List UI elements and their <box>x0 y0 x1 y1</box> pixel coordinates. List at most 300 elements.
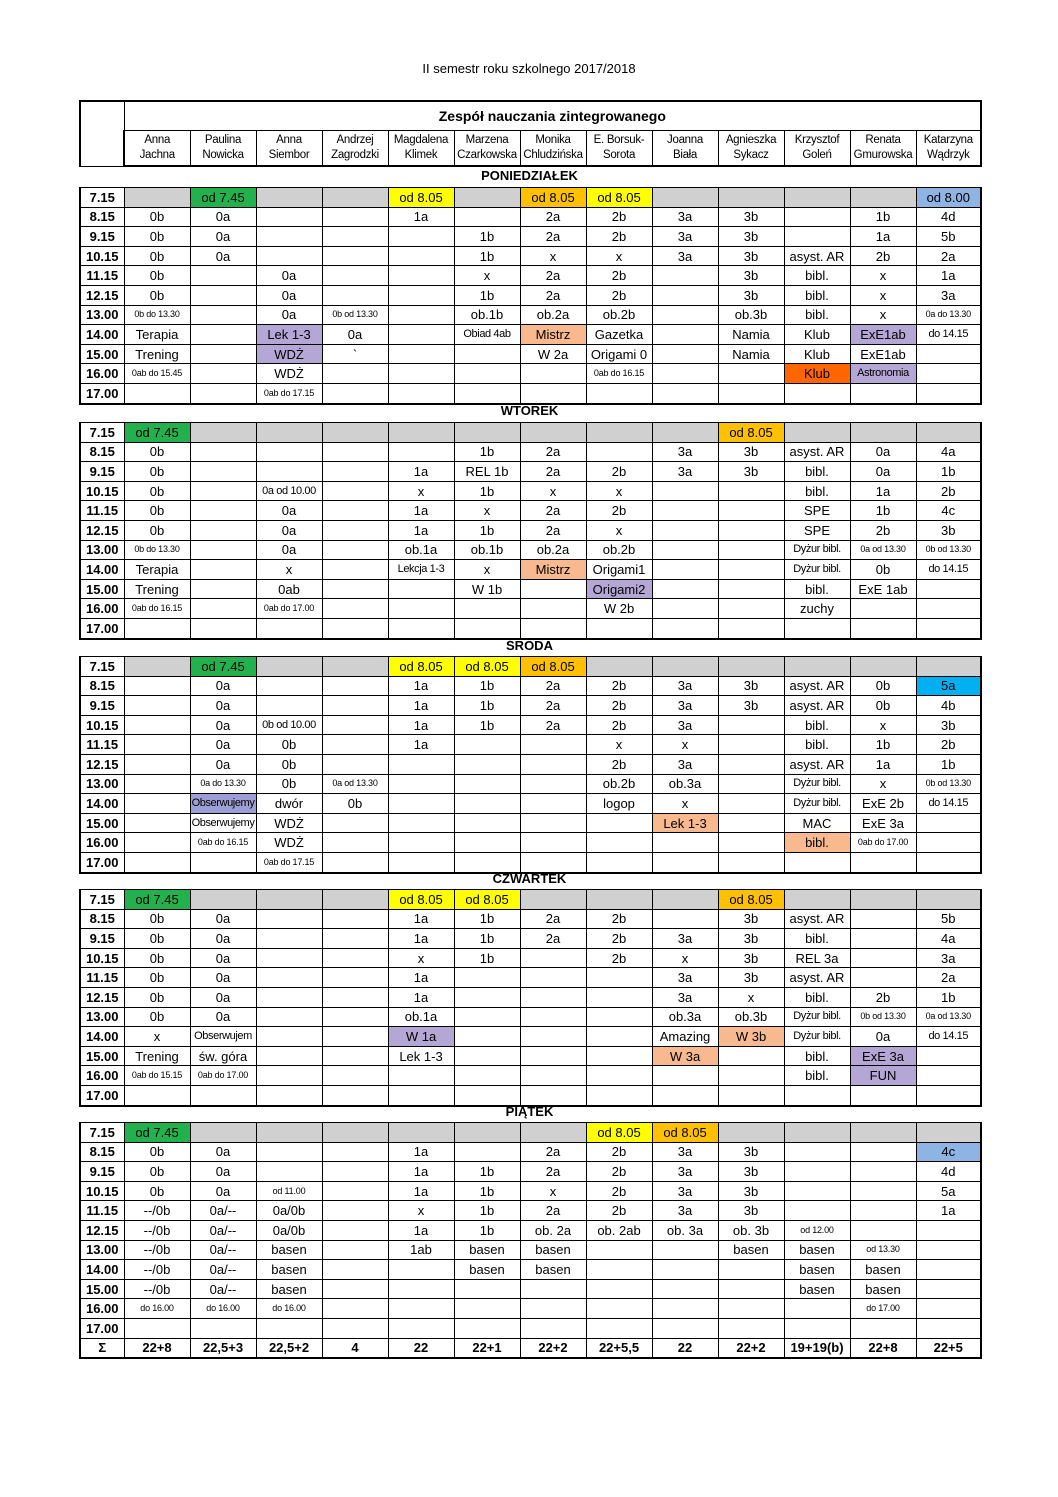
sum-row <box>80 1338 981 1358</box>
schedule-cell: 3b <box>718 1142 784 1162</box>
schedule-row <box>80 794 981 814</box>
schedule-cell: 0a <box>190 987 256 1007</box>
schedule-cell: od 8.05 <box>718 423 784 443</box>
schedule-cell <box>652 657 718 677</box>
schedule-cell: 3b <box>718 968 784 988</box>
schedule-cell <box>388 754 454 774</box>
teacher-name <box>454 131 520 167</box>
schedule-cell: asyst. AR <box>784 909 850 929</box>
schedule-cell: ob.1a <box>388 1007 454 1027</box>
schedule-cell: 2a <box>520 520 586 540</box>
schedule-row <box>80 560 981 580</box>
schedule-cell: do 14.15 <box>916 560 981 580</box>
schedule-cell <box>256 657 322 677</box>
schedule-cell <box>322 1181 388 1201</box>
schedule-cell <box>256 909 322 929</box>
schedule-cell: 0b <box>124 285 190 305</box>
schedule-row <box>80 618 981 638</box>
schedule-cell <box>322 364 388 384</box>
schedule-cell <box>454 852 520 872</box>
schedule-cell: x <box>388 948 454 968</box>
schedule-cell <box>586 813 652 833</box>
schedule-cell <box>454 833 520 853</box>
schedule-cell <box>850 948 916 968</box>
schedule-cell: 1b <box>454 1181 520 1201</box>
schedule-cell <box>256 207 322 227</box>
schedule-cell <box>850 618 916 638</box>
schedule-cell <box>850 383 916 403</box>
schedule-cell <box>586 1027 652 1047</box>
schedule-cell: bibl. <box>784 833 850 853</box>
schedule-cell <box>520 1007 586 1027</box>
schedule-cell: x <box>256 560 322 580</box>
schedule-cell: 3a <box>652 462 718 482</box>
schedule-cell <box>322 560 388 580</box>
schedule-cell: 4c <box>916 501 981 521</box>
schedule-cell: 2b <box>586 948 652 968</box>
time-slot: 15.00 <box>80 813 124 833</box>
schedule-cell <box>652 1279 718 1299</box>
schedule-cell <box>850 909 916 929</box>
teacher-last-name: Sorota <box>602 149 636 161</box>
schedule-cell: Trening <box>124 344 190 364</box>
teacher-last-name: Goleń <box>802 149 832 161</box>
schedule-row <box>80 1318 981 1338</box>
schedule-cell <box>718 188 784 208</box>
schedule-row <box>80 227 981 247</box>
schedule-cell <box>520 774 586 794</box>
schedule-cell <box>916 657 981 677</box>
schedule-cell <box>916 364 981 384</box>
schedule-cell: ExE 3a <box>850 1046 916 1066</box>
schedule-cell: 2b <box>586 501 652 521</box>
schedule-row <box>80 1027 981 1047</box>
schedule-cell <box>586 852 652 872</box>
time-slot: 12.15 <box>80 754 124 774</box>
schedule-cell: 2a <box>520 266 586 286</box>
schedule-row <box>80 246 981 266</box>
schedule-cell <box>322 833 388 853</box>
schedule-cell: 1a <box>388 987 454 1007</box>
sum-value: 22+2 <box>718 1338 784 1358</box>
schedule-cell: 0a <box>190 696 256 716</box>
schedule-cell <box>784 1123 850 1143</box>
schedule-cell: 0b do 13.30 <box>124 305 190 325</box>
schedule-cell <box>388 833 454 853</box>
header-corner <box>80 101 124 166</box>
schedule-cell <box>190 579 256 599</box>
schedule-cell <box>520 890 586 910</box>
schedule-cell: x <box>652 794 718 814</box>
schedule-row <box>80 305 981 325</box>
schedule-cell: 3b <box>718 1162 784 1182</box>
schedule-cell: ExE 3a <box>850 813 916 833</box>
schedule-cell <box>322 929 388 949</box>
schedule-cell <box>784 890 850 910</box>
schedule-cell: 0b <box>124 1007 190 1027</box>
schedule-cell: 0b <box>124 481 190 501</box>
schedule-cell: 3a <box>652 715 718 735</box>
schedule-cell <box>916 1299 981 1319</box>
day-title: ŚRODA <box>506 638 553 653</box>
time-slot: 7.15 <box>80 890 124 910</box>
schedule-cell <box>190 481 256 501</box>
schedule-cell: Klub <box>784 344 850 364</box>
schedule-cell <box>718 852 784 872</box>
time-slot: 15.00 <box>80 1279 124 1299</box>
schedule-cell: 1b <box>454 1162 520 1182</box>
schedule-cell: 0a od 10.00 <box>256 481 322 501</box>
schedule-cell: Obserwujemy <box>190 813 256 833</box>
schedule-cell: x <box>454 501 520 521</box>
schedule-cell: 1b <box>850 207 916 227</box>
schedule-cell <box>322 579 388 599</box>
schedule-cell <box>454 188 520 208</box>
schedule-cell <box>784 383 850 403</box>
teacher-last-name: Jachna <box>139 149 175 161</box>
schedule-cell <box>916 1240 981 1260</box>
schedule-cell <box>850 1085 916 1105</box>
schedule-cell <box>916 618 981 638</box>
day-schedule-table <box>79 187 982 405</box>
schedule-cell <box>388 599 454 619</box>
schedule-cell: od 8.05 <box>586 1123 652 1143</box>
schedule-cell <box>586 1007 652 1027</box>
schedule-cell: od 8.05 <box>718 890 784 910</box>
schedule-cell <box>652 1066 718 1086</box>
schedule-cell: ob. 3a <box>652 1220 718 1240</box>
schedule-cell <box>916 383 981 403</box>
schedule-cell <box>256 442 322 462</box>
schedule-cell: 0b <box>124 929 190 949</box>
schedule-cell: 0b <box>850 560 916 580</box>
schedule-cell: WDŻ <box>256 364 322 384</box>
schedule-cell: do 14.15 <box>916 794 981 814</box>
schedule-cell: od 8.05 <box>454 657 520 677</box>
schedule-cell <box>718 1123 784 1143</box>
schedule-cell <box>454 207 520 227</box>
schedule-cell: 2b <box>850 246 916 266</box>
schedule-cell: 1b <box>454 520 520 540</box>
teacher-first-name: E. Borsuk- <box>593 134 645 146</box>
schedule-cell <box>916 1066 981 1086</box>
schedule-row <box>80 1085 981 1105</box>
schedule-row <box>80 1142 981 1162</box>
schedule-cell <box>784 618 850 638</box>
schedule-cell <box>718 794 784 814</box>
schedule-cell: basen <box>454 1240 520 1260</box>
schedule-cell: 3a <box>652 696 718 716</box>
schedule-cell <box>520 813 586 833</box>
teacher-name <box>388 131 454 167</box>
schedule-cell: 0a <box>256 540 322 560</box>
schedule-cell <box>850 890 916 910</box>
schedule-cell: bibl. <box>784 285 850 305</box>
teacher-first-name: Joanna <box>667 134 703 146</box>
schedule-cell <box>850 1220 916 1240</box>
schedule-cell <box>388 266 454 286</box>
teacher-first-name: Andrzej <box>336 134 374 146</box>
time-slot: 9.15 <box>80 227 124 247</box>
schedule-cell: 0a od 13.30 <box>916 1007 981 1027</box>
schedule-cell <box>256 1142 322 1162</box>
schedule-cell: ob.2a <box>520 305 586 325</box>
schedule-cell: --/0b <box>124 1201 190 1221</box>
time-slot: 14.00 <box>80 325 124 345</box>
schedule-cell: 1a <box>388 1162 454 1182</box>
schedule-cell <box>520 794 586 814</box>
schedule-cell: 1b <box>454 715 520 735</box>
teacher-name <box>256 131 322 167</box>
schedule-cell: 1b <box>454 442 520 462</box>
schedule-cell <box>784 207 850 227</box>
schedule-cell: 2b <box>586 676 652 696</box>
schedule-cell: dwór <box>256 794 322 814</box>
schedule-cell: 0b <box>124 1162 190 1182</box>
schedule-cell: 3b <box>718 1201 784 1221</box>
schedule-cell <box>454 618 520 638</box>
teacher-last-name: Klimek <box>404 149 438 161</box>
schedule-cell: 2b <box>586 909 652 929</box>
schedule-cell: x <box>124 1027 190 1047</box>
schedule-cell: basen <box>256 1260 322 1280</box>
schedule-cell: 0a/0b <box>256 1220 322 1240</box>
schedule-cell: 1a <box>916 1201 981 1221</box>
schedule-cell: x <box>520 1181 586 1201</box>
schedule-cell: 0b <box>124 246 190 266</box>
schedule-cell <box>190 890 256 910</box>
schedule-cell: 0ab do 15.15 <box>124 1066 190 1086</box>
time-slot: 14.00 <box>80 794 124 814</box>
schedule-cell <box>190 852 256 872</box>
schedule-cell: --/0b <box>124 1279 190 1299</box>
schedule-cell <box>586 833 652 853</box>
schedule-cell <box>322 227 388 247</box>
schedule-cell <box>520 1046 586 1066</box>
schedule-cell <box>190 560 256 580</box>
time-slot: 12.15 <box>80 987 124 1007</box>
day-title: PONIEDZIAŁEK <box>481 168 578 183</box>
schedule-cell: 3b <box>916 715 981 735</box>
schedule-cell: --/0b <box>124 1260 190 1280</box>
schedule-cell <box>124 774 190 794</box>
schedule-cell <box>322 909 388 929</box>
schedule-cell <box>322 1142 388 1162</box>
schedule-cell: WDŻ <box>256 344 322 364</box>
schedule-cell <box>586 1260 652 1280</box>
schedule-row <box>80 735 981 755</box>
schedule-cell: 2b <box>586 696 652 716</box>
schedule-cell <box>718 364 784 384</box>
schedule-cell <box>718 560 784 580</box>
schedule-cell <box>784 1181 850 1201</box>
schedule-cell <box>454 1123 520 1143</box>
schedule-cell: 0a <box>256 305 322 325</box>
schedule-cell: x <box>586 520 652 540</box>
schedule-cell: 1a <box>388 968 454 988</box>
schedule-cell: 2a <box>520 285 586 305</box>
schedule-cell <box>718 1299 784 1319</box>
schedule-cell: ob.1a <box>388 540 454 560</box>
schedule-cell: 1a <box>388 735 454 755</box>
schedule-cell: 3b <box>916 520 981 540</box>
schedule-cell: od 8.05 <box>652 1123 718 1143</box>
schedule-cell: basen <box>718 1240 784 1260</box>
schedule-cell <box>322 1066 388 1086</box>
schedule-cell: od 7.45 <box>124 890 190 910</box>
schedule-cell: 3a <box>652 1142 718 1162</box>
schedule-cell: od 8.05 <box>454 890 520 910</box>
schedule-cell <box>850 1181 916 1201</box>
sum-value: 22 <box>652 1338 718 1358</box>
schedule-cell <box>718 833 784 853</box>
time-slot: 12.15 <box>80 285 124 305</box>
schedule-row <box>80 501 981 521</box>
schedule-cell <box>322 1162 388 1182</box>
sum-value: 22+1 <box>454 1338 520 1358</box>
schedule-cell: 3a <box>652 442 718 462</box>
schedule-cell: 0b <box>124 227 190 247</box>
schedule-cell <box>850 1318 916 1338</box>
time-slot: 10.15 <box>80 246 124 266</box>
schedule-cell <box>916 423 981 443</box>
schedule-cell: 0b <box>256 735 322 755</box>
schedule-cell <box>652 599 718 619</box>
schedule-cell: 1b <box>916 462 981 482</box>
schedule-cell: ob.3a <box>652 1007 718 1027</box>
schedule-cell: basen <box>784 1279 850 1299</box>
time-slot: 10.15 <box>80 481 124 501</box>
schedule-cell <box>916 1123 981 1143</box>
schedule-cell: 3b <box>718 442 784 462</box>
schedule-cell: x <box>388 481 454 501</box>
schedule-cell: 0a <box>190 735 256 755</box>
schedule-cell: 0a <box>190 246 256 266</box>
teacher-first-name: Paulina <box>204 134 242 146</box>
schedule-cell <box>190 599 256 619</box>
schedule-cell <box>454 423 520 443</box>
schedule-cell: x <box>850 774 916 794</box>
schedule-cell: 0a <box>850 462 916 482</box>
schedule-cell: logop <box>586 794 652 814</box>
schedule-cell: 4d <box>916 207 981 227</box>
schedule-cell <box>454 1299 520 1319</box>
schedule-cell <box>718 383 784 403</box>
schedule-cell: 1b <box>454 246 520 266</box>
schedule-cell: od 8.05 <box>388 188 454 208</box>
schedule-cell <box>454 364 520 384</box>
schedule-row <box>80 948 981 968</box>
schedule-cell <box>322 1123 388 1143</box>
schedule-cell <box>322 246 388 266</box>
schedule-cell <box>388 285 454 305</box>
schedule-cell: 3b <box>718 266 784 286</box>
schedule-cell <box>322 890 388 910</box>
schedule-row <box>80 715 981 735</box>
schedule-cell: 0b od 13.30 <box>916 540 981 560</box>
schedule-cell: 2a <box>520 715 586 735</box>
schedule-cell <box>586 657 652 677</box>
schedule-cell <box>718 1318 784 1338</box>
time-slot: 17.00 <box>80 1085 124 1105</box>
schedule-cell <box>916 1046 981 1066</box>
schedule-cell: Dyżur bibl. <box>784 774 850 794</box>
schedule-cell: 2a <box>520 501 586 521</box>
schedule-cell: 0a <box>256 285 322 305</box>
schedule-cell: 3b <box>718 207 784 227</box>
schedule-cell: 0a <box>190 909 256 929</box>
schedule-cell: 0a <box>190 207 256 227</box>
schedule-cell: x <box>586 246 652 266</box>
time-slot: 15.00 <box>80 344 124 364</box>
schedule-cell: 0b <box>124 968 190 988</box>
time-slot: 10.15 <box>80 948 124 968</box>
schedule-cell <box>388 1299 454 1319</box>
schedule-cell <box>586 1066 652 1086</box>
schedule-cell: REL 3a <box>784 948 850 968</box>
schedule-row <box>80 1162 981 1182</box>
schedule-cell: 1a <box>388 1142 454 1162</box>
schedule-cell <box>256 246 322 266</box>
schedule-cell: 1a <box>388 462 454 482</box>
schedule-row <box>80 987 981 1007</box>
schedule-row <box>80 890 981 910</box>
time-slot: 8.15 <box>80 909 124 929</box>
schedule-row <box>80 1240 981 1260</box>
schedule-cell: 1b <box>454 1201 520 1221</box>
schedule-cell: od 7.45 <box>124 1123 190 1143</box>
schedule-cell: 1b <box>916 987 981 1007</box>
teacher-last-name: Nowicka <box>202 149 244 161</box>
schedule-cell <box>454 813 520 833</box>
sum-value: 19+19(b) <box>784 1338 850 1358</box>
schedule-cell: ExE 1ab <box>850 579 916 599</box>
schedule-cell: 1a <box>388 676 454 696</box>
schedule-cell: 3a <box>652 676 718 696</box>
teacher-name <box>322 131 388 167</box>
schedule-cell <box>850 1142 916 1162</box>
time-slot: 13.00 <box>80 1007 124 1027</box>
schedule-cell: 0b <box>850 676 916 696</box>
schedule-cell <box>454 774 520 794</box>
schedule-cell <box>388 1260 454 1280</box>
schedule-cell <box>322 442 388 462</box>
schedule-cell: 1b <box>850 501 916 521</box>
schedule-cell: 0ab do 16.15 <box>586 364 652 384</box>
schedule-cell <box>718 1279 784 1299</box>
schedule-row <box>80 1123 981 1143</box>
schedule-row <box>80 754 981 774</box>
schedule-cell: 0a/-- <box>190 1279 256 1299</box>
schedule-cell: basen <box>850 1260 916 1280</box>
schedule-cell: x <box>850 285 916 305</box>
schedule-cell <box>520 1279 586 1299</box>
schedule-cell: 0a <box>256 501 322 521</box>
schedule-cell: 0a <box>850 442 916 462</box>
schedule-cell: od 7.45 <box>190 657 256 677</box>
schedule-cell <box>520 423 586 443</box>
schedule-cell: do 17.00 <box>850 1299 916 1319</box>
schedule-cell <box>916 1085 981 1105</box>
schedule-cell <box>850 1123 916 1143</box>
schedule-cell: od 8.05 <box>388 657 454 677</box>
schedule-cell <box>190 423 256 443</box>
schedule-cell <box>322 501 388 521</box>
schedule-row <box>80 1279 981 1299</box>
schedule-cell: 2a <box>520 227 586 247</box>
schedule-cell <box>586 383 652 403</box>
schedule-cell: W 1a <box>388 1027 454 1047</box>
